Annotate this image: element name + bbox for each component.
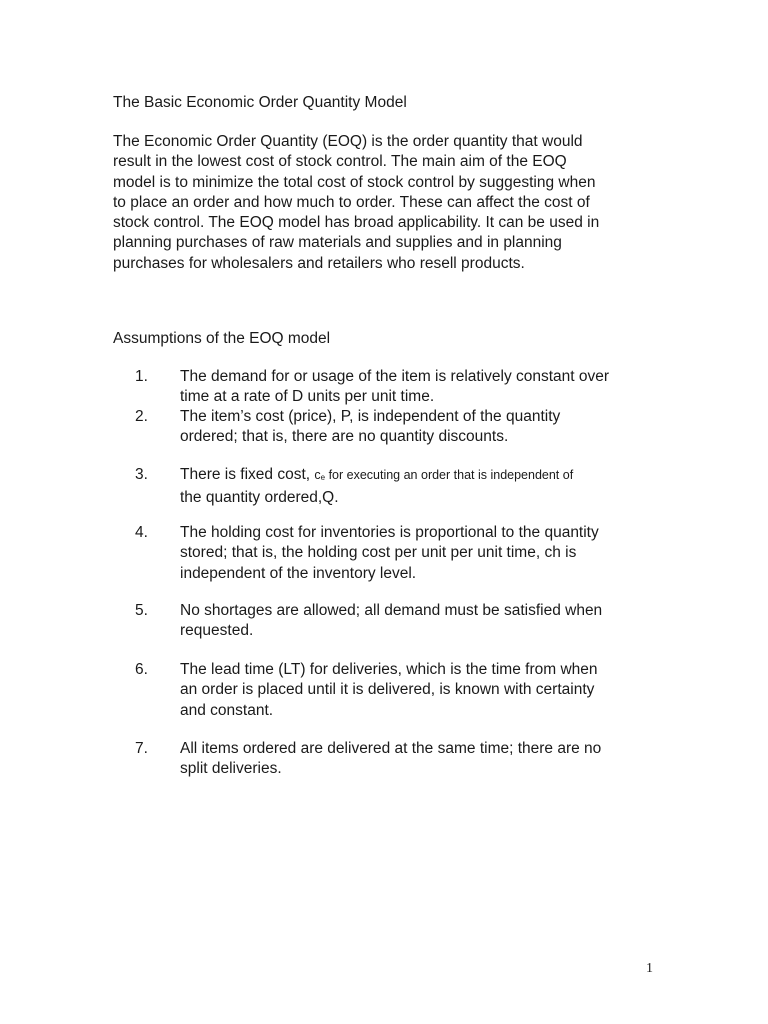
assumption-line: The lead time (LT) for deliveries, which is the time from when xyxy=(180,661,598,678)
assumption-text xyxy=(180,465,660,509)
assumption-line: The holding cost for inventories is proportional to the quantity xyxy=(180,524,599,541)
assumption-text xyxy=(180,601,660,642)
assumption-line: stored; that is, the holding cost per unit per unit time, ch is xyxy=(180,544,577,562)
document-title: The Basic Economic Order Quantity Model xyxy=(113,94,407,111)
intro-line: model is to minimize the total cost of stock control by suggesting when xyxy=(113,173,596,191)
assumption-number: 5. xyxy=(135,602,148,619)
intro-paragraph xyxy=(113,132,653,274)
page-number: 1 xyxy=(646,961,653,976)
assumption-line: The item’s cost (price), P, is independent of the quantity xyxy=(180,408,561,425)
fixed-cost-subscript: e xyxy=(320,473,326,482)
assumption-text xyxy=(180,739,660,780)
assumption-line-prefix: There is fixed cost, xyxy=(180,466,315,483)
assumption-number: 6. xyxy=(135,661,148,678)
assumption-number: 4. xyxy=(135,524,148,541)
intro-line: The Economic Order Quantity (EOQ) is the order quantity that would xyxy=(113,133,583,150)
assumption-text xyxy=(180,407,660,448)
assumption-line: No shortages are allowed; all demand must be satisfied when xyxy=(180,602,603,619)
intro-line: planning purchases of raw materials and supplies and in planning xyxy=(113,234,562,252)
assumption-line: ordered; that is, there are no quantity discounts. xyxy=(180,428,509,446)
assumptions-heading: Assumptions of the EOQ model xyxy=(113,330,331,347)
assumption-text xyxy=(180,367,660,408)
assumption-line: independent of the inventory level. xyxy=(180,564,417,582)
assumption-line xyxy=(180,465,660,488)
assumption-number: 7. xyxy=(135,740,148,757)
assumption-line-suffix: for executing an order that is independent of xyxy=(325,468,574,482)
assumption-line: an order is placed until it is delivered, is known with certainty xyxy=(180,681,595,699)
intro-line: to place an order and how much to order. These can affect the cost of xyxy=(113,193,590,211)
assumption-line: The demand for or usage of the item is relatively constant over xyxy=(180,368,610,385)
intro-line: stock control. The EOQ model has broad applicability. It can be used in xyxy=(113,214,600,232)
assumption-line: All items ordered are delivered at the same time; there are no xyxy=(180,740,602,757)
assumption-number: 3. xyxy=(135,466,148,483)
assumption-text xyxy=(180,523,660,584)
assumption-line: split deliveries. xyxy=(180,760,282,778)
intro-line: purchases for wholesalers and retailers who resell products. xyxy=(113,254,525,272)
assumption-text xyxy=(180,660,660,721)
fixed-cost-symbol: ce xyxy=(314,468,326,482)
assumption-line: time at a rate of D units per unit time. xyxy=(180,388,435,406)
assumption-line: the quantity ordered,Q. xyxy=(180,489,339,507)
intro-line: result in the lowest cost of stock control. The main aim of the EOQ xyxy=(113,153,567,171)
assumption-number: 2. xyxy=(135,408,148,425)
assumption-number: 1. xyxy=(135,368,148,385)
assumption-line: and constant. xyxy=(180,701,274,719)
assumption-line: requested. xyxy=(180,622,254,640)
